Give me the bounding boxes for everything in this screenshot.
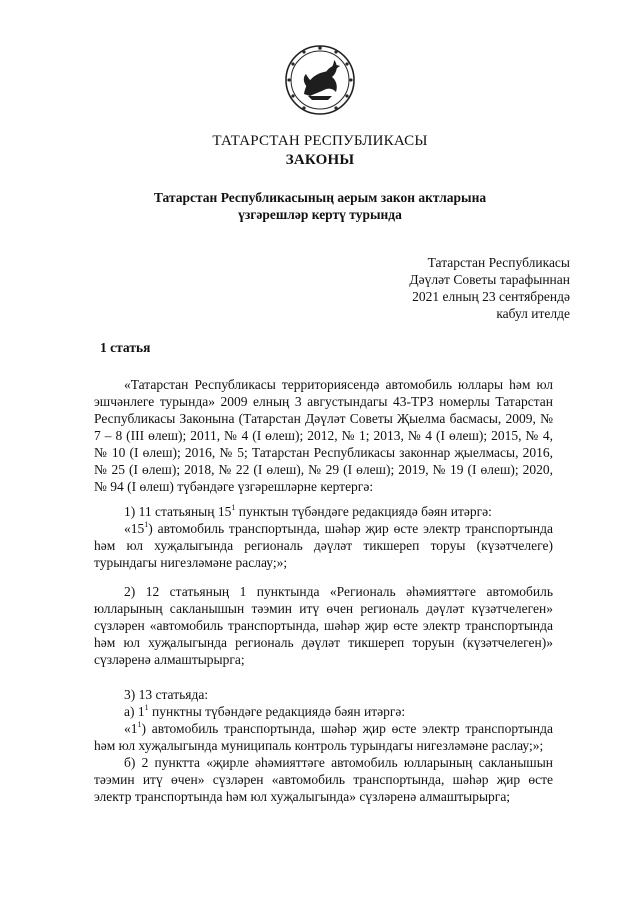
quote-text: ) автомобиль транспортында, шәһәр җир өсте электр транспортында һәм юл хуҗалыгында региональ дәүләт тикшереп торуы (күзәтчелеге) турындагы нигезләмәне раслау;»;	[94, 521, 553, 570]
article-intro-paragraph: «Татарстан Республикасы территориясендә автомобиль юллары һәм юл эшчәнлеге турында» 2009 елның 3 августындагы 43-ТРЗ номерлы Татарстан Республикасы Законына (Татарстан Дәүләт Советы Җыелма басмасы, 2009, № 7 – 8 (III өлеш); 2011, № 4 (I өлеш); 2012, № 1; 2013, № 4 (I өлеш); 2015, № 4, № 10 (I өлеш); 2016, № 5; Татарстан Республикасы законнар җыелмасы, 2016, № 25 (I өлеш); 2018, № 22 (I өлеш), № 29 (I өлеш); 2019, № 19 (I өлеш); 2020, № 94 (I өлеш) түбәндәге үзгәрешләрне кертергә:	[94, 377, 553, 494]
item-1-paragraph	[94, 503, 553, 520]
item-1-text: пунктын түбәндәге редакциядә бәян итәргә:	[235, 504, 492, 519]
quote-text: «1	[124, 721, 138, 736]
law-title-line-1: Татарстан Республикасының аерым закон актларына	[153, 190, 487, 205]
law-heading: ЗАКОНЫ	[285, 152, 355, 168]
item-1-text: 1) 11 статьяның 15	[124, 504, 232, 519]
item-3a-paragraph	[94, 703, 553, 720]
quote-text: «15	[124, 521, 145, 536]
adoption-block	[409, 254, 570, 322]
adoption-line: Дәүләт Советы тарафыннан	[409, 272, 570, 287]
article-heading: 1 статья	[100, 340, 151, 355]
superscript: 1	[144, 519, 149, 529]
item-3a-text: пунктны түбәндәге редакциядә бәян итәргә:	[148, 704, 406, 719]
superscript: 1	[137, 719, 142, 729]
republic-heading: ТАТАРСТАН РЕСПУБЛИКАСЫ	[212, 133, 428, 149]
superscript: 1	[231, 502, 236, 512]
adoption-line: Татарстан Республикасы	[427, 255, 570, 270]
item-1-quote-paragraph	[94, 520, 553, 571]
adoption-line: кабул ителде	[496, 306, 570, 321]
tatarstan-emblem-icon	[284, 44, 356, 116]
item-2-paragraph: 2) 12 статьяның 1 пунктында «Региональ әһәмияттәге автомобиль юлларының сакланышын тәэмин итү өчен региональ дәүләт күзәтчелеген» сүзләрен «автомобиль транспортында, шәһәр җир өсте электр транспортында һәм юл хуҗалыгында региональ дәүләт тикшереп торуын (күзәтчелеген)» сүзләренә алмаштырырга;	[94, 584, 553, 667]
adoption-date: 2021 елның 23 сентябрендә	[412, 289, 570, 304]
law-title-line-2: үзгәрешләр кертү турында	[238, 207, 402, 222]
item-3-heading: 3) 13 статьяда:	[124, 687, 209, 702]
superscript: 1	[144, 702, 149, 712]
item-3a-quote-paragraph	[94, 720, 553, 754]
quote-text: ) автомобиль транспортында, шәһәр җир өсте электр транспортында һәм юл хуҗалыгында муниципаль контроль турындагы нигезләмәне раслау;»;	[94, 721, 553, 753]
item-3b-paragraph: б) 2 пунктта «җирле әһәмияттәге автомобиль юлларының сакланышын тәэмин итү өчен» сүзләрен «автомобиль транспортында, шәһәр җир өсте электр транспортында һәм юл хуҗалыгында» сүзләренә алмаштырырга;	[94, 755, 553, 804]
item-3a-text: а) 1	[124, 704, 145, 719]
